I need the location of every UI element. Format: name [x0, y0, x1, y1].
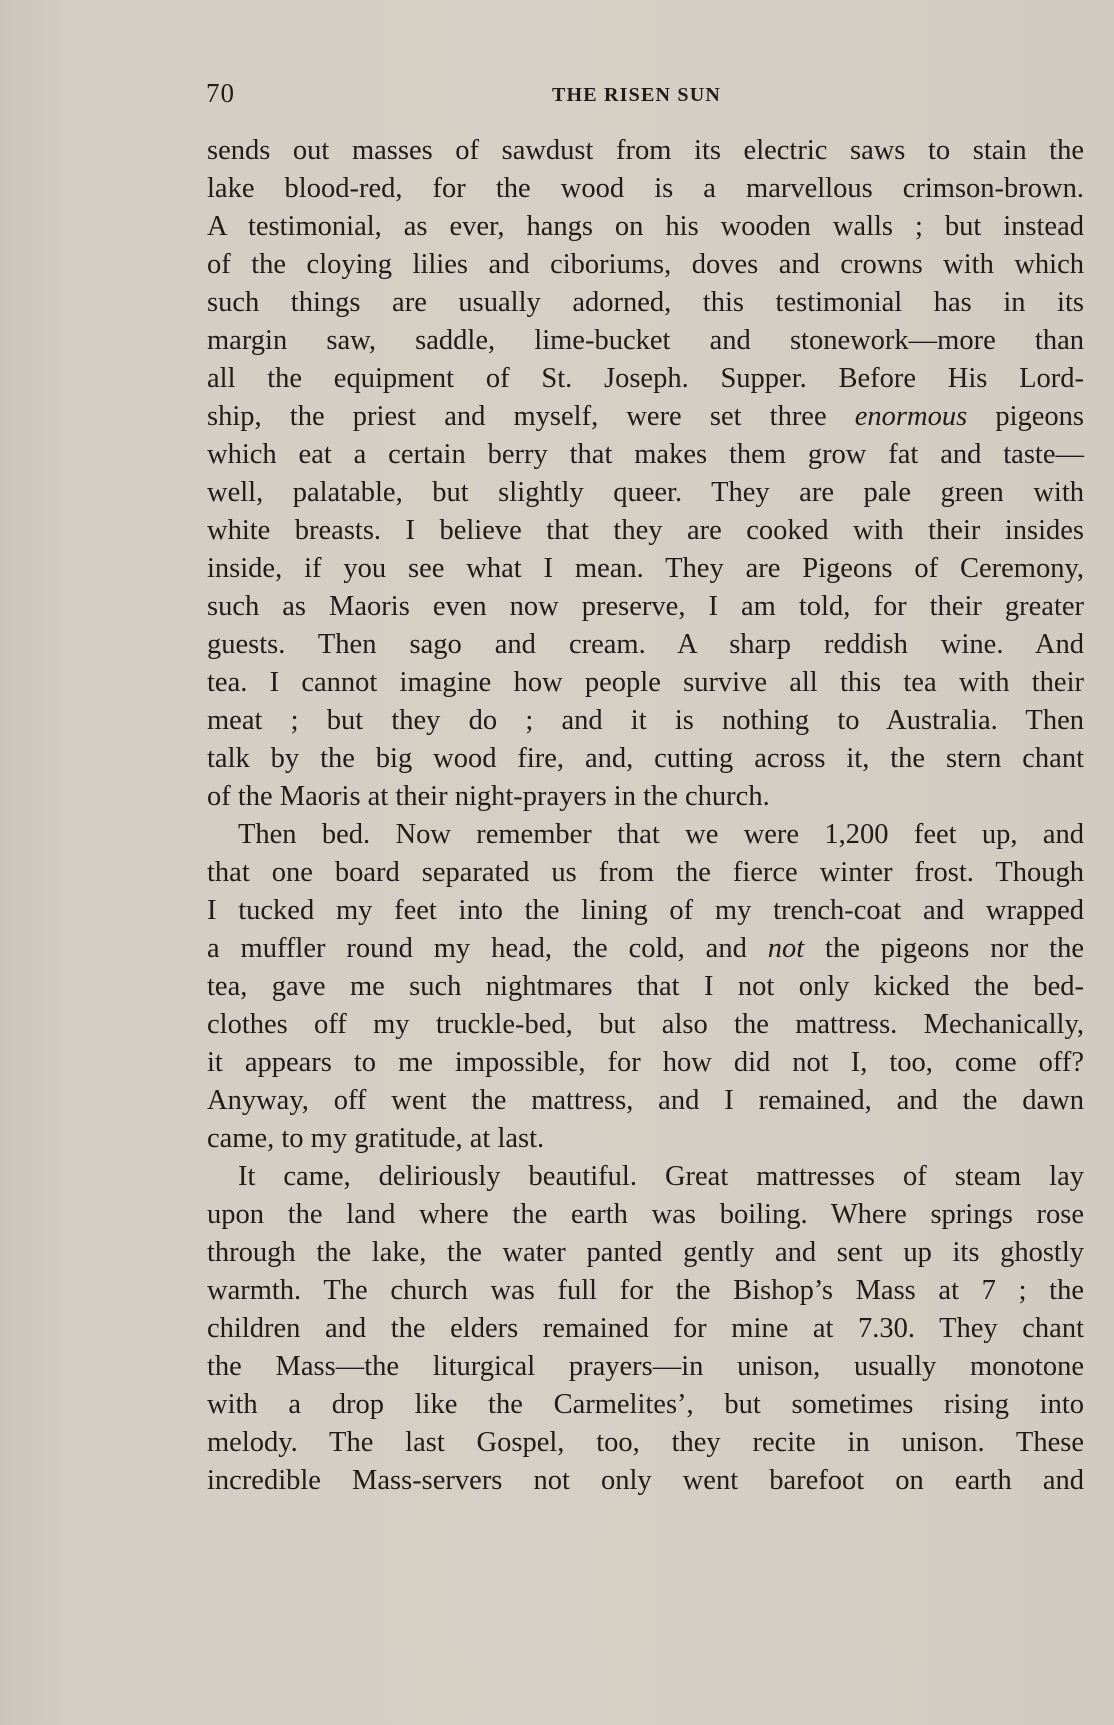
- text-line-with-italic: [207, 931, 1084, 967]
- text-line: it appears to me impossible, for how did not I, too, come off?: [207, 1047, 1084, 1078]
- text-line: talk by the big wood fire, and, cutting across it, the stern chant: [207, 743, 1084, 774]
- text-line: A testimonial, as ever, hangs on his wooden walls ; but instead: [207, 211, 1084, 242]
- italic-word: enormous: [854, 401, 968, 432]
- text-line: white breasts. I believe that they are cooked with their insides: [207, 515, 1084, 546]
- text-line: melody. The last Gospel, too, they recite in unison. These: [207, 1427, 1084, 1458]
- text-line: lake blood-red, for the wood is a marvellous crimson-brown.: [207, 173, 1084, 204]
- text-line: children and the elders remained for mine at 7.30. They chant: [207, 1313, 1084, 1344]
- text-line: that one board separated us from the fierce winter frost. Though: [207, 857, 1084, 888]
- italic-word: not: [767, 933, 805, 964]
- text-line-with-italic: [207, 399, 1084, 435]
- text-line: tea, gave me such nightmares that I not only kicked the bed-: [207, 971, 1084, 1002]
- text-line: upon the land where the earth was boiling. Where springs rose: [207, 1199, 1084, 1230]
- page-number: 70: [206, 78, 235, 108]
- text-line: sends out masses of sawdust from its electric saws to stain the: [207, 135, 1084, 166]
- text-line: meat ; but they do ; and it is nothing to Australia. Then: [207, 705, 1084, 736]
- text-line: margin saw, saddle, lime-bucket and stonework—more than: [207, 325, 1084, 356]
- text-segment: pigeons: [995, 401, 1085, 432]
- text-segment: a muffler round my head, the cold, and: [207, 933, 747, 964]
- text-line: tea. I cannot imagine how people survive all this tea with their: [207, 667, 1084, 698]
- text-line: the Mass—the liturgical prayers—in unison, usually monotone: [207, 1351, 1084, 1382]
- text-line: through the lake, the water panted gently and sent up its ghostly: [207, 1237, 1084, 1268]
- text-line: inside, if you see what I mean. They are Pigeons of Ceremony,: [207, 553, 1084, 584]
- text-line: well, palatable, but slightly queer. They are pale green with: [207, 477, 1084, 508]
- text-segment: the pigeons nor the: [825, 933, 1084, 964]
- text-segment: ship, the priest and myself, were set three: [207, 401, 827, 432]
- paragraph-start-line: It came, deliriously beautiful. Great mattresses of steam lay: [238, 1161, 1084, 1192]
- text-line: with a drop like the Carmelites’, but sometimes rising into: [207, 1389, 1084, 1420]
- text-line: such things are usually adorned, this testimonial has in its: [207, 287, 1084, 318]
- text-line: such as Maoris even now preserve, I am told, for their greater: [207, 591, 1084, 622]
- text-line: Anyway, off went the mattress, and I remained, and the dawn: [207, 1085, 1084, 1116]
- running-head: THE RISEN SUN: [552, 84, 721, 106]
- text-line: warmth. The church was full for the Bishop’s Mass at 7 ; the: [207, 1275, 1084, 1306]
- text-line: came, to my gratitude, at last.: [207, 1123, 545, 1154]
- paragraph-start-line: Then bed. Now remember that we were 1,200 feet up, and: [238, 819, 1084, 850]
- text-line: of the Maoris at their night-prayers in the church.: [207, 781, 770, 812]
- text-line: which eat a certain berry that makes them grow fat and taste—: [207, 439, 1084, 470]
- text-line: incredible Mass-servers not only went barefoot on earth and: [207, 1465, 1084, 1496]
- text-line: guests. Then sago and cream. A sharp reddish wine. And: [207, 629, 1084, 660]
- text-line: I tucked my feet into the lining of my trench-coat and wrapped: [207, 895, 1084, 926]
- text-line: all the equipment of St. Joseph. Supper. Before His Lord-: [207, 363, 1084, 394]
- text-line: of the cloying lilies and ciboriums, doves and crowns with which: [207, 249, 1084, 280]
- text-line: clothes off my truckle-bed, but also the mattress. Mechanically,: [207, 1009, 1084, 1040]
